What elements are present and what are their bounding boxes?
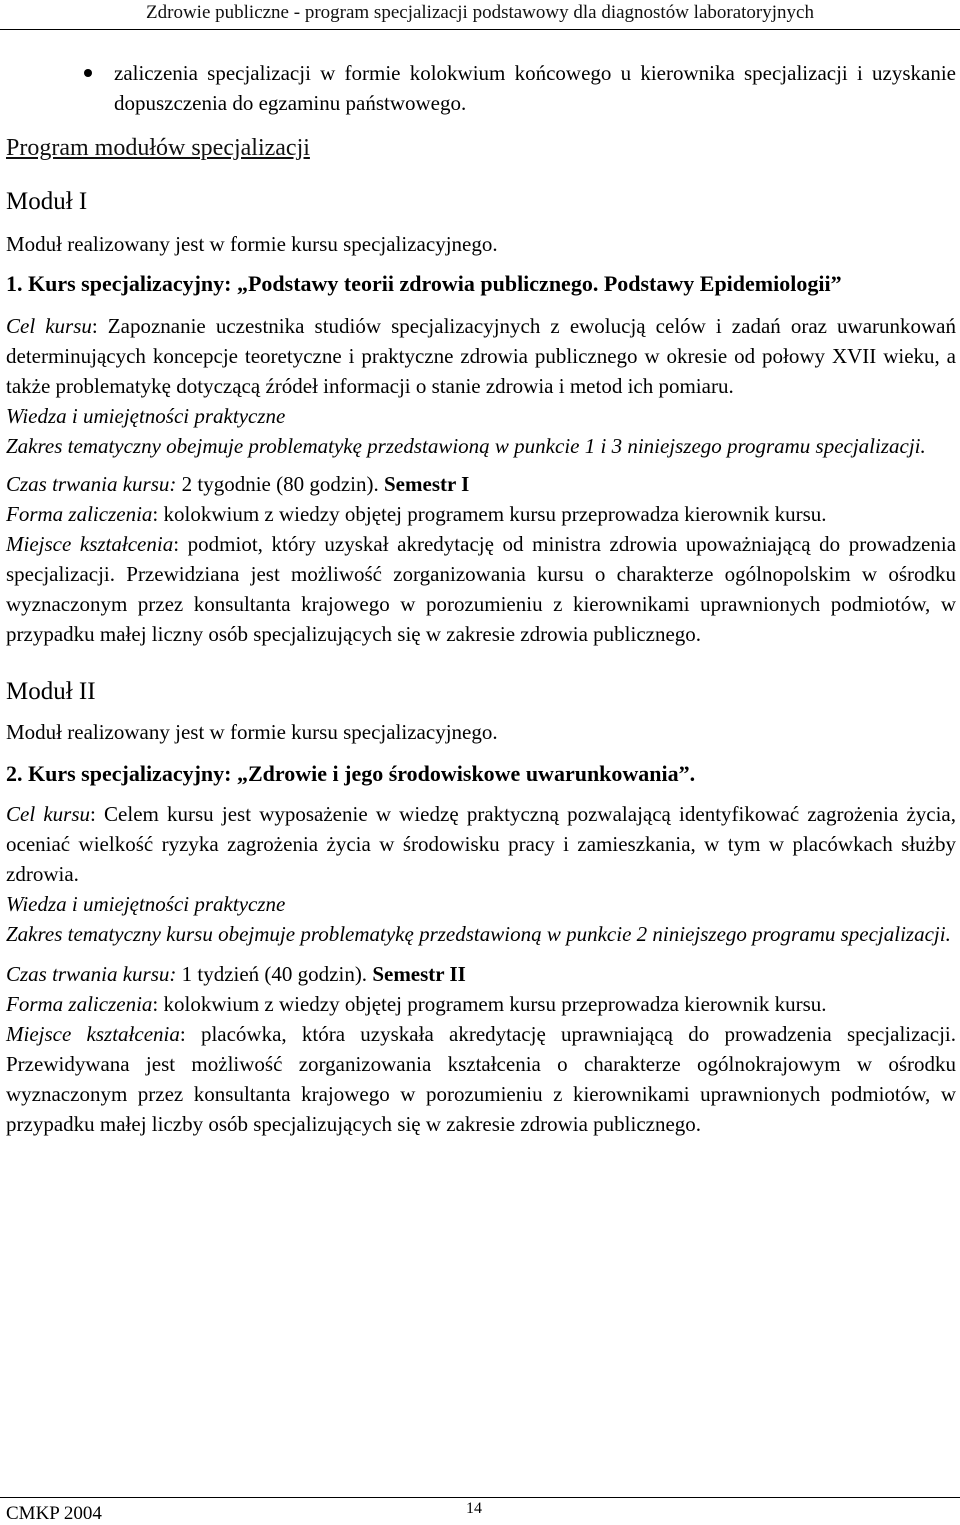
module-1-goal [6, 311, 956, 401]
credit-text: : kolokwium z wiedzy objętej programem kursu przeprowadza kierownik kursu. [152, 992, 827, 1016]
intro-bullet-text: zaliczenia specjalizacji w formie kolokwium końcowego u kierownika specjalizacji i uzyskanie dopuszczenia do egzaminu państwowego. [114, 61, 956, 115]
semester-label: Semestr I [384, 472, 470, 496]
page-content [6, 58, 956, 1139]
module-1-skills-text: Zakres tematyczny obejmuje problematykę przedstawioną w punkcie 1 i 3 niniejszego programu specjalizacji. [6, 434, 926, 458]
bullet-icon [6, 58, 114, 88]
credit-text: : kolokwium z wiedzy objętej programem kursu przeprowadza kierownik kursu. [152, 502, 827, 526]
place-text: : placówka, która uzyskała akredytację uprawniającą do prowadzenia specjalizacji. Przewidywana jest możliwość zorganizowania kształcenia o charakterze ogólnokrajowym w ośrodku wyznaczonym przez konsultanta krajowego w porozumieniu z kierownikami uprawnionych podmiotów, w przypadku małej liczby osób specjalizujących się w zakresie zdrowia publicznego. [6, 1022, 956, 1136]
credit-label: Forma zaliczenia [6, 992, 153, 1016]
module-2-place [6, 1019, 956, 1139]
duration-value: 1 tydzień (40 godzin). [176, 962, 373, 986]
semester-label: Semestr II [372, 962, 466, 986]
goal-text: : Celem kursu jest wyposażenie w wiedzę praktyczną pozwalającą identyfikować zagrożenia życia, oceniać wielkość ryzyka zagrożenia życia w środowisku pracy i zamieszkania, w tym w placówkach służby zdrowia. [6, 802, 956, 886]
module-2-duration [6, 959, 956, 989]
running-header: Zdrowie publiczne - program specjalizacji podstawowy dla diagnostów laboratoryjnych [146, 2, 814, 23]
header-divider [0, 29, 960, 30]
duration-label: Czas trwania kursu: [6, 472, 177, 496]
module-2-course-title: 2. Kurs specjalizacyjny: „Zdrowie i jego środowiskowe uwarunkowania”. [6, 761, 696, 786]
goal-text: : Zapoznanie uczestnika studiów specjalizacyjnych z ewolucją celów i zadań oraz uwarunkowań determinujących koncepcje teoretyczne i praktyczne zdrowia publicznego w okresie od połowy XVII wieku, a także problematykę dotyczącą źródeł informacji o stanie zdrowia i metod ich pomiaru. [6, 314, 957, 398]
goal-label: Cel kursu [6, 802, 91, 826]
module-2-goal [6, 799, 956, 889]
footer-divider [0, 1497, 960, 1498]
page-number: 14 [466, 1500, 482, 1517]
module-2-skills-heading: Wiedza i umiejętności praktyczne [6, 892, 286, 916]
place-label: Miejsce kształcenia [6, 532, 174, 556]
place-label: Miejsce kształcenia [6, 1022, 180, 1046]
duration-value: 2 tygodnie (80 godzin). [176, 472, 384, 496]
module-2-skills-text: Zakres tematyczny kursu obejmuje problematykę przedstawioną w punkcie 2 niniejszego programu specjalizacji. [6, 922, 951, 946]
module-1-title: Moduł I [6, 188, 88, 215]
module-1-place [6, 529, 956, 649]
footer-label: CMKP 2004 [6, 1503, 102, 1524]
module-1-credit [6, 499, 956, 529]
module-1-form: Moduł realizowany jest w formie kursu specjalizacyjnego. [6, 232, 498, 256]
place-text: : podmiot, który uzyskał akredytację od ministra zdrowia upoważniającą do prowadzenia specjalizacji. Przewidziana jest możliwość zorganizowania kursu o charakterze ogólnopolskim w ośrodku wyznaczonym przez konsultanta krajowego w porozumieniu z kierownikami uprawnionych podmiotów, w przypadku małej liczny osób specjalizujących się w zakresie zdrowia publicznego. [6, 532, 957, 646]
module-2-title: Moduł II [6, 678, 96, 705]
module-2-form: Moduł realizowany jest w formie kursu specjalizacyjnego. [6, 720, 498, 744]
section-title: Program modułów specjalizacji [6, 135, 310, 161]
module-2-credit [6, 989, 956, 1019]
goal-label: Cel kursu [6, 314, 92, 338]
intro-bullet-item [6, 58, 956, 118]
module-1-course-title: 1. Kurs specjalizacyjny: „Podstawy teorii zdrowia publicznego. Podstawy Epidemiologii” [6, 271, 842, 296]
module-1-duration [6, 469, 956, 499]
module-1-skills-heading: Wiedza i umiejętności praktyczne [6, 404, 286, 428]
duration-label: Czas trwania kursu: [6, 962, 177, 986]
credit-label: Forma zaliczenia [6, 502, 153, 526]
